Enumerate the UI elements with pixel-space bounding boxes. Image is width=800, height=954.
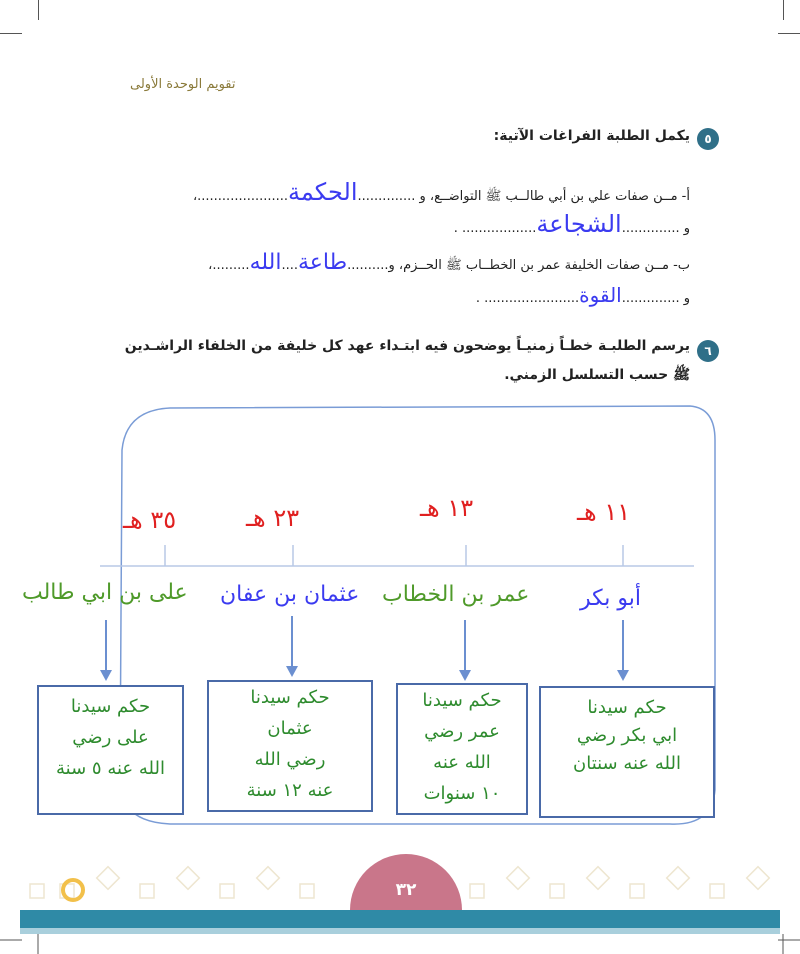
question-6-text-line-2: ﷺ حسب التسلسل الزمني. (504, 367, 690, 383)
box-line: حكم سيدنا (587, 697, 667, 718)
box-line: الله عنه ٥ سنة (56, 758, 165, 779)
year-label-11: ١١ هـ (577, 498, 631, 526)
arrow-shaft (622, 620, 624, 672)
arrow-down-icon (459, 670, 471, 681)
box-line: عنه ١٢ سنة (246, 780, 334, 801)
caliph-name-umar: عمر بن الخطاب (382, 582, 530, 607)
question-5-text: يكمل الطلبة الفراغات الآتية: (493, 128, 690, 144)
reign-box-ali (37, 685, 184, 815)
handwritten-answer-hikma: الحكمة (288, 178, 358, 206)
handwritten-answer-allah: الله (249, 250, 282, 275)
q5-line4-end: ....................... . (475, 291, 580, 306)
q5-line4-start: و .............. (621, 291, 690, 306)
box-line: عمر رضي (424, 721, 500, 742)
box-line: الله عنه (433, 752, 491, 773)
question-number-badge: ٦ (697, 340, 719, 362)
q5-line2-start: و .............. (621, 221, 690, 236)
page-number: ٣٢ (395, 880, 417, 900)
question-number-badge: ٥ (697, 128, 719, 150)
unit-title: تقويم الوحدة الأولى (130, 77, 236, 92)
box-line: رضي الله (254, 749, 326, 770)
q5-line3-end: .........، (208, 258, 250, 273)
caliph-name-abu-bakr: أبو بكر (580, 586, 642, 611)
caliph-name-uthman: عثمان بن عفان (220, 582, 360, 607)
logo-icon (63, 880, 83, 900)
footer-decoration (0, 850, 800, 954)
q5-line3-text: ب- مــن صفات الخليفة عمر بن الخطــاب ﷺ الحــزم، و.......... (347, 258, 690, 273)
footer-bar (20, 910, 780, 928)
q5-line2-end: .................. . (453, 221, 537, 236)
arrow-shaft (291, 616, 293, 668)
arrow-down-icon (286, 666, 298, 677)
box-line: ١٠ سنوات (423, 783, 501, 804)
year-label-13: ١٣ هـ (420, 494, 474, 522)
box-line: على رضي (72, 727, 149, 748)
box-line: حكم سيدنا (70, 696, 151, 717)
arrow-down-icon (100, 670, 112, 681)
arrow-shaft (105, 620, 107, 672)
year-label-23: ٢٣ هـ (246, 504, 300, 532)
caliph-name-ali: على بن ابي طالب (22, 580, 188, 605)
box-line: حكم سيدنا (422, 690, 502, 711)
arrow-shaft (464, 620, 466, 672)
q5-line1-text: أ- مــن صفات علي بن أبي طالــب ﷺ التواضــع، و .............. (357, 189, 690, 204)
reign-box-abu-bakr (539, 686, 715, 818)
handwritten-answer-taa: طاعة (298, 250, 348, 275)
reign-box-uthman (207, 680, 373, 812)
arrow-down-icon (617, 670, 629, 681)
box-line: حكم سيدنا (250, 687, 330, 708)
box-line: ابي بكر رضي (576, 725, 678, 746)
handwritten-answer-shajaa: الشجاعة (536, 210, 622, 238)
footer-bar-light (20, 928, 780, 934)
box-line: الله عنه سنتان (572, 753, 681, 774)
year-label-35: ٣٥ هـ (123, 506, 177, 534)
q5-line3-mid: .... (281, 258, 298, 273)
q5-line1-end: ......................، (192, 189, 289, 204)
handwritten-answer-quwwa: القوة (579, 283, 622, 307)
reign-box-umar (396, 683, 528, 815)
box-line: عثمان (267, 718, 313, 739)
question-6-text-line-1: يرسم الطلبـة خطـاً زمنيـاً يوضحون فيه ابتـداء عهد كل خليفة من الخلفاء الراشـدين (124, 338, 690, 354)
